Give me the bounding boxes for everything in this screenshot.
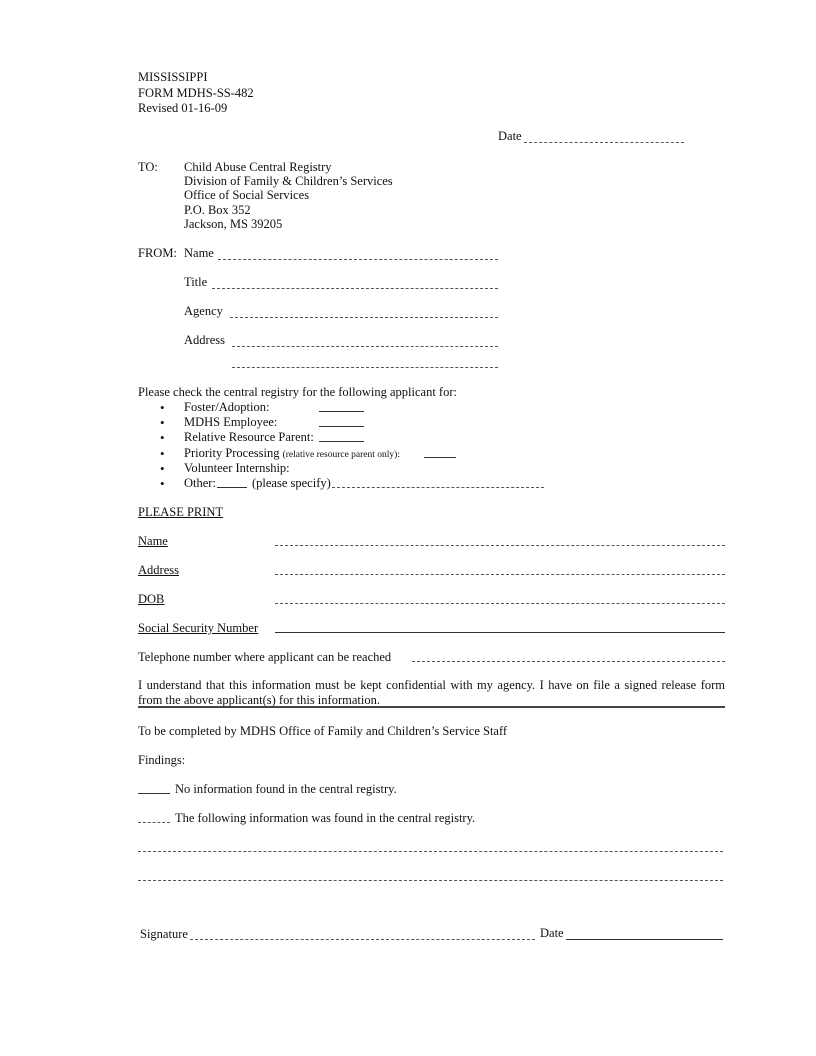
- staff-heading: To be completed by MDHS Office of Family and Children’s Service Staff: [138, 724, 508, 738]
- bullet-icon: •: [160, 461, 165, 476]
- check-other-note: (please specify): [252, 476, 331, 490]
- to-line-1: Child Abuse Central Registry: [184, 160, 332, 174]
- check-priority-field[interactable]: [424, 457, 456, 458]
- from-name-label: Name: [184, 246, 214, 260]
- from-address-field[interactable]: [232, 346, 498, 347]
- from-title-label: Title: [184, 275, 208, 289]
- to-label: TO:: [138, 160, 158, 174]
- form-number: FORM MDHS-SS-482: [138, 86, 254, 100]
- check-foster-field[interactable]: [319, 411, 364, 412]
- bullet-icon: •: [160, 430, 165, 445]
- findings-label: Findings:: [138, 753, 186, 767]
- from-address-field-2[interactable]: [232, 367, 498, 368]
- footer-date-field[interactable]: [566, 939, 723, 940]
- applicant-name-label: Name: [138, 534, 168, 548]
- applicant-name-field[interactable]: [275, 545, 725, 546]
- from-agency-label: Agency: [184, 304, 223, 318]
- no-info-check-field[interactable]: [138, 793, 170, 794]
- check-other-specify-field[interactable]: [332, 487, 544, 488]
- bullet-icon: •: [160, 415, 165, 430]
- check-intro: Please check the central registry for the following applicant for:: [138, 385, 457, 399]
- check-relative-field[interactable]: [319, 441, 364, 442]
- bullet-icon: •: [160, 446, 165, 461]
- applicant-ssn-field[interactable]: [275, 632, 725, 633]
- check-other-label: Other:: [184, 476, 216, 490]
- section-divider: [138, 706, 725, 708]
- date-label: Date: [498, 129, 522, 143]
- check-employee-label: MDHS Employee:: [184, 415, 278, 429]
- applicant-ssn-label: Social Security Number: [138, 621, 259, 635]
- to-line-5: Jackson, MS 39205: [184, 217, 283, 231]
- signature-field[interactable]: [190, 939, 535, 940]
- footer-date-label: Date: [540, 926, 564, 940]
- revision-date: Revised 01-16-09: [138, 101, 228, 115]
- check-relative-label: Relative Resource Parent:: [184, 430, 314, 444]
- check-employee-field[interactable]: [319, 426, 364, 427]
- findings-line-1[interactable]: [138, 851, 723, 852]
- to-line-3: Office of Social Services: [184, 188, 310, 202]
- please-print-heading: PLEASE PRINT: [138, 505, 224, 519]
- info-found-check-field[interactable]: [138, 822, 170, 823]
- bullet-icon: •: [160, 400, 165, 415]
- check-volunteer-label: Volunteer Internship:: [184, 461, 290, 475]
- from-agency-field[interactable]: [230, 317, 498, 318]
- applicant-dob-field[interactable]: [275, 603, 725, 604]
- findings-line-2[interactable]: [138, 880, 723, 881]
- applicant-phone-label: Telephone number where applicant can be reached: [138, 650, 392, 664]
- check-priority-text: Priority Processing: [184, 446, 280, 460]
- from-title-field[interactable]: [212, 288, 498, 289]
- to-line-2: Division of Family & Children’s Services: [184, 174, 393, 188]
- signature-label: Signature: [140, 927, 188, 941]
- check-priority-note: (relative resource parent only):: [282, 450, 400, 460]
- applicant-phone-field[interactable]: [412, 661, 725, 662]
- applicant-address-field[interactable]: [275, 574, 725, 575]
- no-info-label: No information found in the central registry.: [175, 782, 397, 796]
- check-other-field[interactable]: [217, 487, 247, 488]
- state-label: MISSISSIPPI: [138, 70, 208, 84]
- confidentiality-statement: I understand that this information must be kept confidential with my agency. I have on file a signed release form from the above applicant(s) for this information.: [138, 678, 725, 707]
- check-foster-label: Foster/Adoption:: [184, 400, 270, 414]
- from-name-field[interactable]: [218, 259, 498, 260]
- applicant-dob-label: DOB: [138, 592, 165, 606]
- date-field[interactable]: [524, 142, 684, 143]
- bullet-icon: •: [160, 476, 165, 491]
- info-found-label: The following information was found in the central registry.: [175, 811, 476, 825]
- to-line-4: P.O. Box 352: [184, 203, 251, 217]
- applicant-address-label: Address: [138, 563, 179, 577]
- from-address-label: Address: [184, 333, 225, 347]
- from-label: FROM:: [138, 246, 177, 260]
